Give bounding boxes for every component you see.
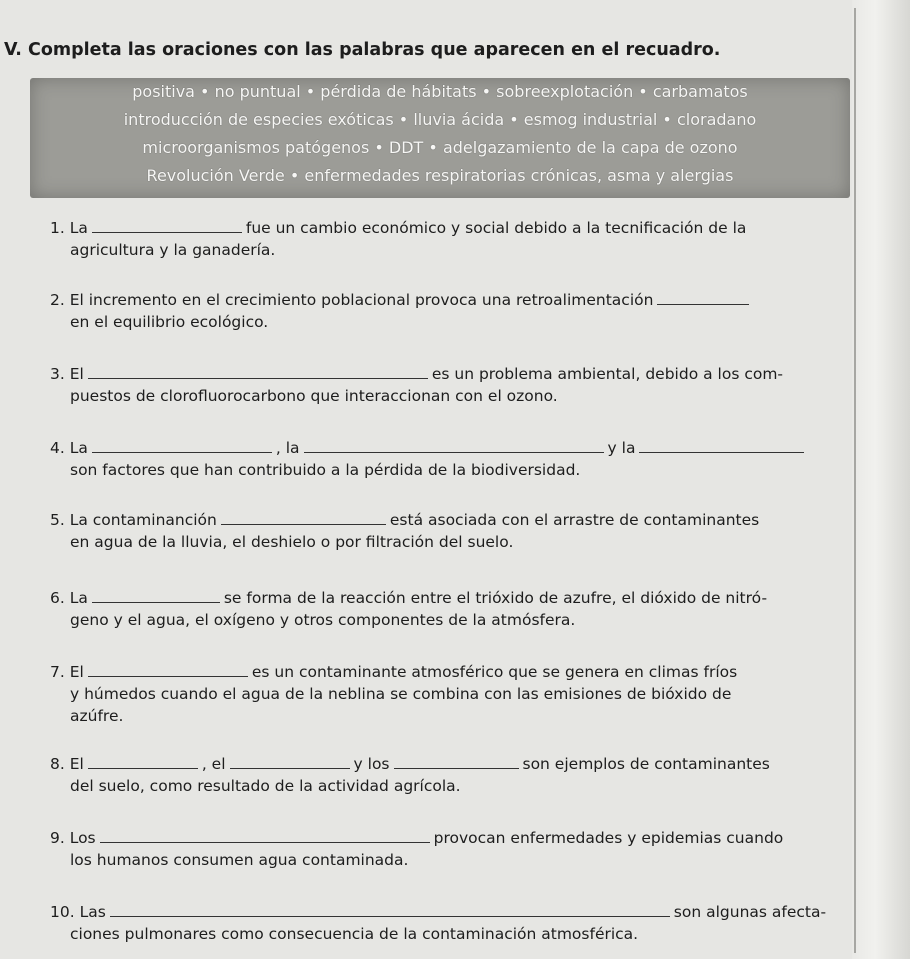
question-text: 8. El: [50, 755, 84, 773]
question-text: agricultura y la ganadería.: [70, 241, 276, 259]
question-6: [50, 587, 855, 631]
question-text: y húmedos cuando el agua de la neblina se combina con las emisiones de bióxido de: [70, 685, 732, 703]
answer-blank[interactable]: [657, 303, 749, 305]
question-text: 1. La: [50, 219, 88, 237]
answer-blank[interactable]: [639, 451, 804, 453]
question-text: en agua de la lluvia, el deshielo o por filtración del suelo.: [70, 533, 514, 551]
word-bank-line: Revolución Verde • enfermedades respiratorias crónicas, asma y alergias: [146, 166, 734, 185]
answer-blank[interactable]: [92, 601, 220, 603]
answer-blank[interactable]: [221, 523, 386, 525]
page-edge: [852, 0, 910, 959]
answer-blank[interactable]: [92, 451, 272, 453]
question-text: 10. Las: [50, 903, 106, 921]
word-bank-line: positiva • no puntual • pérdida de hábitats • sobreexplotación • carbamatos: [132, 82, 748, 101]
question-text: puestos de clorofluorocarbono que interaccionan con el ozono.: [70, 387, 558, 405]
question-text: y los: [353, 755, 390, 773]
question-text: , el: [201, 755, 226, 773]
question-text: son algunas afecta-: [673, 903, 827, 921]
question-text: 9. Los: [50, 829, 96, 847]
answer-blank[interactable]: [92, 231, 242, 233]
question-text: geno y el agua, el oxígeno y otros componentes de la atmósfera.: [70, 611, 576, 629]
question-text: azúfre.: [70, 707, 124, 725]
question-7: [50, 661, 855, 727]
question-text: son factores que han contribuido a la pérdida de la biodiversidad.: [70, 461, 581, 479]
question-text: en el equilibrio ecológico.: [70, 313, 269, 331]
question-text: del suelo, como resultado de la actividad agrícola.: [70, 777, 461, 795]
question-text: es un contaminante atmosférico que se genera en climas fríos: [251, 663, 738, 681]
question-text: fue un cambio económico y social debido a la tecnificación de la: [245, 219, 747, 237]
question-text: , la: [275, 439, 300, 457]
question-text: está asociada con el arrastre de contaminantes: [389, 511, 760, 529]
answer-blank[interactable]: [100, 841, 430, 843]
answer-blank[interactable]: [88, 377, 428, 379]
question-2: [50, 289, 855, 333]
question-text: los humanos consumen agua contaminada.: [70, 851, 409, 869]
question-4: [50, 437, 855, 481]
question-text: 6. La: [50, 589, 88, 607]
answer-blank[interactable]: [88, 767, 198, 769]
word-bank-line: introducción de especies exóticas • lluvia ácida • esmog industrial • cloradano: [123, 110, 757, 129]
question-text: son ejemplos de contaminantes: [522, 755, 770, 773]
question-text: se forma de la reacción entre el trióxido de azufre, el dióxido de nitró-: [223, 589, 768, 607]
answer-blank[interactable]: [230, 767, 350, 769]
answer-blank[interactable]: [394, 767, 519, 769]
word-bank-box: [30, 78, 850, 198]
question-5: [50, 509, 855, 553]
question-text: y la: [607, 439, 636, 457]
question-text: 4. La: [50, 439, 88, 457]
question-10: [50, 901, 855, 945]
question-text: 5. La contaminanción: [50, 511, 217, 529]
question-text: 7. El: [50, 663, 84, 681]
question-text: 3. El: [50, 365, 84, 383]
question-text: 2. El incremento en el crecimiento poblacional provoca una retroalimentación: [50, 291, 654, 309]
question-text: provocan enfermedades y epidemias cuando: [433, 829, 784, 847]
question-8: [50, 753, 855, 797]
word-bank-line: microorganismos patógenos • DDT • adelgazamiento de la capa de ozono: [142, 138, 738, 157]
answer-blank[interactable]: [110, 915, 670, 917]
answer-blank[interactable]: [304, 451, 604, 453]
section-title: V. Completa las oraciones con las palabras que aparecen en el recuadro.: [4, 40, 721, 60]
question-1: [50, 217, 855, 261]
answer-blank[interactable]: [88, 675, 248, 677]
question-text: es un problema ambiental, debido a los com-: [431, 365, 784, 383]
question-3: [50, 363, 855, 407]
question-text: ciones pulmonares como consecuencia de la contaminación atmosférica.: [70, 925, 639, 943]
question-9: [50, 827, 855, 871]
